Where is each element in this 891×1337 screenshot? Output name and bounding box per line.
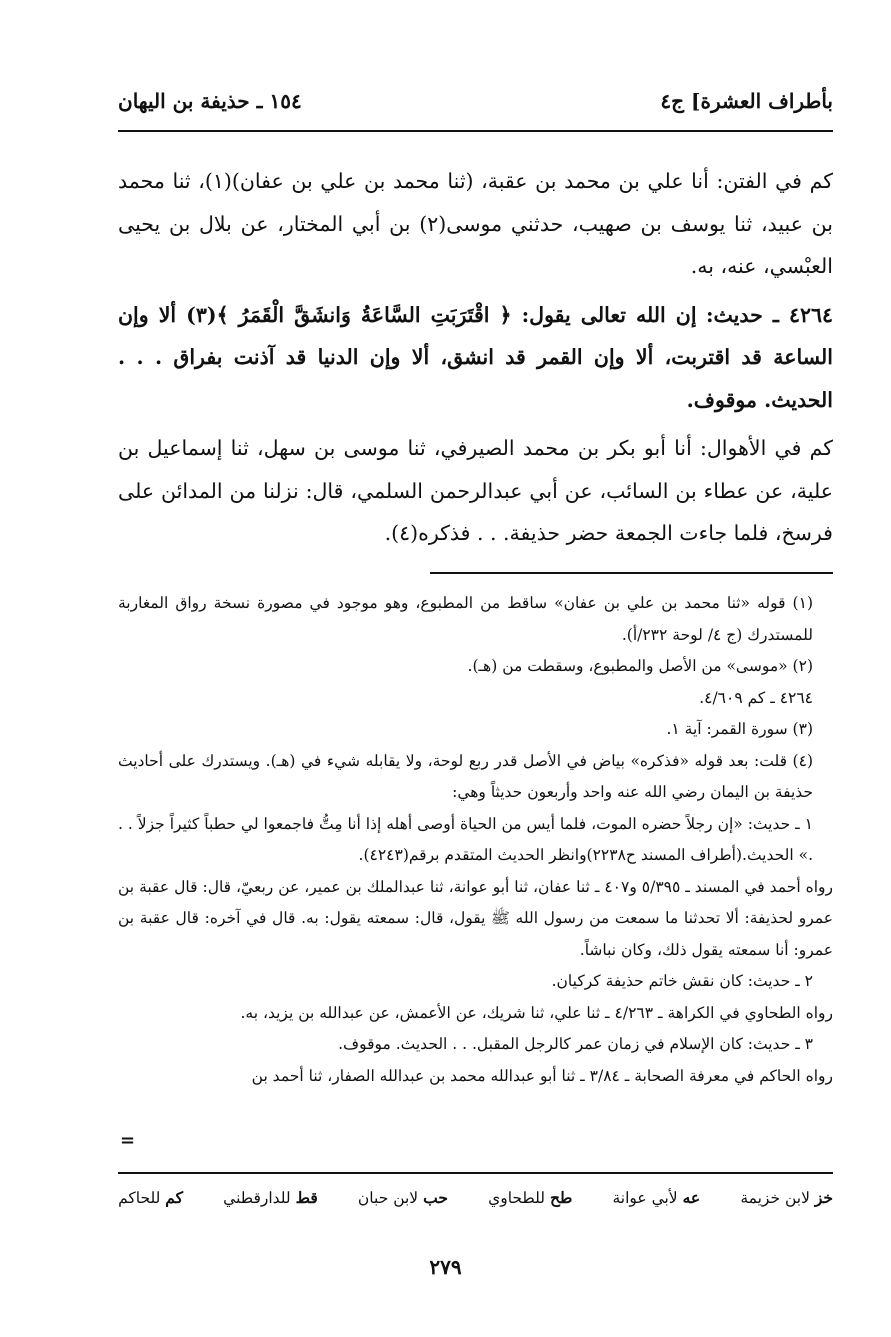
footnote-hadith-3: ٣ ـ حديث: كان الإسلام في زمان عمر كالرجل المقبل. . . الحديث. موقوف. (338, 1035, 813, 1053)
abbreviations-rule (118, 1172, 833, 1174)
running-header (118, 82, 833, 120)
footnote-hadith-2-source: رواه الطحاوي في الكراهة ـ ٤/٢٦٣ ـ ثنا علي، ثنا شريك، عن الأعمش، عن عبدالله بن يزيد، به. (240, 1003, 833, 1022)
footnote-separator (430, 572, 833, 574)
footnote-hadith-1-source: رواه أحمد في المسند ـ ٥/٣٩٥ و٤٠٧ ـ ثنا عفان، ثنا أبو عوانة، ثنا عبدالملك بن عمير، عن ربعيّ، قال: قال عقبة بن عمرو لحذيفة: ألا تحدثنا ما سمعت من رسول الله ﷺ يقول، قال: سمعته يقول: به. قال في آخره: قال عقبة بن عمرو: أنا سمعته يقول ذلك، وكان نباشاً. (118, 877, 833, 959)
footnote-hadith-3-source: رواه الحاكم في معرفة الصحابة ـ ٣/٨٤ ـ ثنا أبو عبدالله محمد بن عبدالله الصفار، ثنا أحمد بن (251, 1066, 833, 1085)
main-text (118, 160, 833, 555)
continuation-mark: = (120, 1130, 136, 1151)
footnote-reference: ٤٢٦٤ ـ كم ٤/٦٠٩. (699, 688, 813, 707)
footnote-hadith-1: ١ ـ حديث: «إن رجلاً حضره الموت، فلما أيس من الحياة أوصى أهله إذا أنا مِتُّ فاجمعوا لي حطباً كثيراً جزلاً . . .» الحديث.(أطراف المسند ح٢٢٣٨)وانظر الحديث المتقدم برقم(٤٢٤٣). (118, 814, 813, 864)
abbreviations-legend (118, 1188, 833, 1207)
footnote-1: (١) قوله «ثنا محمد بن علي بن عفان» ساقط من المطبوع، وهو موجود في مصورة نسخة رواق المغاربة للمستدرك (ج ٤/ لوحة ٢٣٢/أ). (118, 594, 813, 644)
header-book-title: بأطراف العشرة] ج٤ (660, 89, 833, 113)
abbreviation-item: قط للدارقطني (223, 1188, 318, 1207)
header-chapter-title: ١٥٤ ـ حذيفة بن اليهان (118, 89, 302, 113)
abbreviation-item: خز لابن خزيمة (740, 1188, 833, 1207)
page-number: ٢٧٩ (429, 1255, 462, 1279)
hadith-number: ٤٢٦٤ ـ حديث: (705, 302, 833, 327)
source-paragraph: كم في الأهوال: أنا أبو بكر بن محمد الصيرفي، ثنا موسى بن سهل، ثنا إسماعيل بن علية، عن عطاء بن السائب، عن أبي عبدالرحمن السلمي، قال: نزلنا من المدائن على فرسخ، فلما جاءت الجمعة حضر حذيفة. . . فذكره(٤). (118, 436, 833, 545)
footnote-3: (٣) سورة القمر: آية ١. (666, 720, 813, 738)
abbreviation-item: كم للحاكم (118, 1188, 183, 1207)
abbreviation-item: حب لابن حبان (357, 1188, 448, 1207)
footnotes (118, 588, 833, 1092)
abbreviation-item: طح للطحاوي (488, 1188, 573, 1207)
source-paragraph: كم في الفتن: أنا علي بن محمد بن عقبة، (ثنا محمد بن علي بن عفان)(١)، ثنا محمد بن عبيد، ثنا يوسف بن صهيب، حدثني موسى(٢) بن أبي المختار، عن بلال بن يحيى العبْسي، عنه، به. (118, 169, 833, 278)
footnote-hadith-2: ٢ ـ حديث: كان نقش خاتم حذيفة كركيان. (551, 972, 813, 990)
abbreviation-item: عه لأبي عوانة (612, 1188, 701, 1207)
header-rule (118, 130, 833, 132)
footnote-2: (٢) «موسى» من الأصل والمطبوع، وسقطت من (هـ). (467, 657, 813, 675)
hadith-entry (118, 294, 833, 422)
footnote-4: (٤) قلت: بعد قوله «فذكره» بياض في الأصل قدر ربع لوحة، ولا يقابله شيء في (هـ). ويستدرك على أحاديث حذيفة بن اليمان رضي الله عنه واحد وأربعون حديثاً وهي: (118, 751, 813, 801)
hadith-text: إن الله تعالى يقول: ﴿ اقْتَرَبَتِ السَّاعَةُ وَانشَقَّ الْقَمَرُ ﴾(٣) ألا وإن الساعة قد اقتربت، ألا وإن القمر قد انشق، ألا وإن الدنيا قد آذنت بفراق . . . الحديث. موقوف. (118, 302, 833, 412)
